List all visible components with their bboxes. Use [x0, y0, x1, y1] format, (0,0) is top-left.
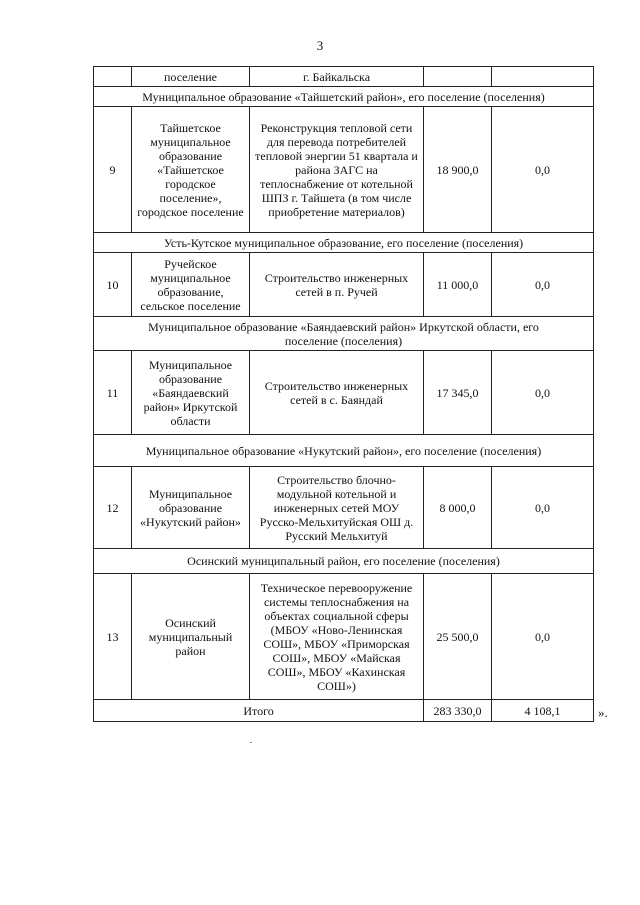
table-row — [94, 67, 594, 87]
cell-other: 0,0 — [492, 574, 594, 700]
cell-num: 13 — [94, 574, 132, 700]
section-header: Осинский муниципальный район, его поселение (поселения) — [94, 549, 594, 574]
cell-project: Строительство инженерных сетей в п. Ручей — [250, 253, 424, 317]
total-label: Итого — [94, 700, 424, 722]
total-amount: 283 330,0 — [424, 700, 492, 722]
section-header: Муниципальное образование «Нукутский район», его поселение (поселения) — [94, 435, 594, 467]
cell-amount: 11 000,0 — [424, 253, 492, 317]
cell-num: 12 — [94, 467, 132, 549]
section-header: Усть-Кутское муниципальное образование, его поселение (поселения) — [94, 233, 594, 253]
table-row — [94, 467, 594, 549]
cell-project: г. Байкальска — [250, 67, 424, 87]
cell-entity: Осинский муниципальный район — [132, 574, 250, 700]
section-header-row — [94, 233, 594, 253]
section-header-row — [94, 87, 594, 107]
table-row — [94, 574, 594, 700]
table-row — [94, 253, 594, 317]
cell-entity: Муниципальное образование «Нукутский район» — [132, 467, 250, 549]
cell-amount: 25 500,0 — [424, 574, 492, 700]
section-header: Муниципальное образование «Баяндаевский район» Иркутской области, его поселение (поселения) — [94, 317, 594, 351]
cell-other: 0,0 — [492, 107, 594, 233]
cell-other: 0,0 — [492, 253, 594, 317]
cell-num: 10 — [94, 253, 132, 317]
section-header-row — [94, 549, 594, 574]
cell-entity: поселение — [132, 67, 250, 87]
scan-mark — [250, 742, 252, 743]
cell-num: 11 — [94, 351, 132, 435]
cell-entity: Ручейское муниципальное образование, сельское поселение — [132, 253, 250, 317]
table-row — [94, 107, 594, 233]
table-row — [94, 351, 594, 435]
section-header: Муниципальное образование «Тайшетский район», его поселение (поселения) — [94, 87, 594, 107]
section-header-row — [94, 435, 594, 467]
cell-amount: 17 345,0 — [424, 351, 492, 435]
cell-amount: 8 000,0 — [424, 467, 492, 549]
section-header-row — [94, 317, 594, 351]
cell-num — [94, 67, 132, 87]
page-number: 3 — [316, 38, 324, 53]
closing-quote: ». — [598, 705, 608, 720]
total-row — [94, 700, 594, 722]
cell-entity: Тайшетское муниципальное образование «Тайшетское городское поселение», городское поселение — [132, 107, 250, 233]
total-other: 4 108,1 — [492, 700, 594, 722]
cell-project: Техническое перевооружение системы теплоснабжения на объектах социальной сферы (МБОУ «Ново-Ленинская СОШ», МБОУ «Приморская СОШ», МБОУ «Майская СОШ», МБОУ «Кахинская СОШ») — [250, 574, 424, 700]
cell-project: Строительство блочно-модульной котельной и инженерных сетей МОУ Русско-Мельхитуйская ОШ д. Русский Мельхитуй — [250, 467, 424, 549]
cell-project: Строительство инженерных сетей в с. Баяндай — [250, 351, 424, 435]
cell-amount: 18 900,0 — [424, 107, 492, 233]
cell-entity: Муниципальное образование «Баяндаевский район» Иркутской области — [132, 351, 250, 435]
cell-other — [492, 67, 594, 87]
cell-num: 9 — [94, 107, 132, 233]
cell-amount — [424, 67, 492, 87]
cell-project: Реконструкция тепловой сети для перевода потребителей тепловой энергии 51 квартала и района ЗАГС на теплоснабжение от котельной ШПЗ г. Тайшета (в том числе приобретение материалов) — [250, 107, 424, 233]
cell-other: 0,0 — [492, 467, 594, 549]
funding-table — [93, 66, 594, 722]
cell-other: 0,0 — [492, 351, 594, 435]
